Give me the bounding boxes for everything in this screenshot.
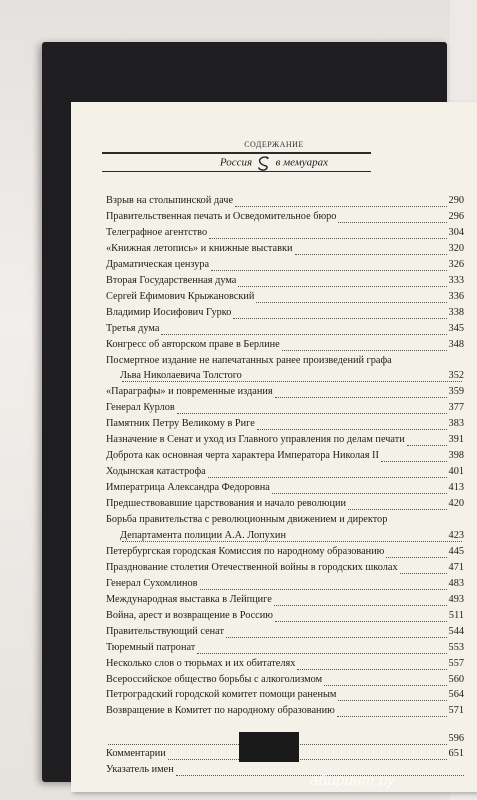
toc-entry-page: 398 [448,450,464,462]
toc-entry-page: 333 [448,274,464,286]
toc-entry [106,498,474,513]
toc-entry [106,211,474,226]
toc-entry-page: 338 [448,306,464,318]
toc-entry-page: 352 [448,370,464,382]
toc-entry-title: Третья дума [106,322,160,334]
toc-entry-continuation [106,530,474,545]
toc-entry-title: Правительственная печать и Осведомительное бюро [106,210,337,222]
toc-entry-title: Генерал Сухомлинов [106,577,198,589]
toc-entry-title: Генерал Курлов [106,402,175,414]
toc-entry [106,705,474,720]
toc-entry-title: Телеграфное агентство [106,226,208,238]
toc-entry [106,434,474,449]
book-page [71,102,477,792]
toc-entry-page: 320 [448,242,464,254]
toc-leader [257,429,447,430]
toc-entry [106,562,474,577]
toc-entry-title: Правительствующий сенат [106,625,224,637]
toc-leader [226,637,447,638]
toc-entry [106,594,474,609]
bookmark-tab [239,732,299,762]
toc-entry-title: Война, арест и возвращение в Россию [106,609,273,621]
toc-entry [106,418,474,433]
toc-entry-page: 296 [448,210,464,222]
toc-entry-title-continued: Департамента полиции А.А. Лопухин [120,529,286,541]
toc-entry-title: Памятник Петру Великому в Риге [106,418,255,430]
toc-entry-page: 304 [448,226,464,238]
toc-entry [106,674,474,689]
toc-entry-page: 471 [448,561,464,573]
toc-entry [106,689,474,704]
toc-entry-title: Петроградский городской комитет помощи раненым [106,689,337,701]
toc-entry [106,291,474,306]
toc-entry-title: Вторая Государственная дума [106,274,237,286]
toc-leader [274,605,447,606]
toc-leader [197,653,446,654]
toc-leader [400,573,447,574]
toc-leader [338,222,446,223]
toc-entry [106,642,474,657]
toc-leader [381,461,447,462]
toc-entry-title: Несколько слов о тюрьмах и их обитателях [106,657,296,669]
toc-entry-title: Предшествовавшие царствования и начало революции [106,498,346,510]
toc-leader [122,381,462,382]
toc-entry [106,227,474,242]
toc-entry-page: 383 [448,418,464,430]
toc-entry [106,386,474,401]
toc-leader [282,350,447,351]
toc-entry [106,626,474,641]
toc-entry-page: 377 [448,402,464,414]
toc-leader [324,685,446,686]
watermark-text: абиринт.ру [310,772,395,789]
toc-entry-title: Конгресс об авторском праве в Берлине [106,338,280,350]
toc-entry-title: Посмертное издание не напечатанных ранее произведений графа [106,354,392,366]
toc-entry-page: 564 [448,689,464,701]
toc-entry-page: 596 [448,732,464,744]
toc-entry-title: Доброта как основная черта характера Императора Николая II [106,450,379,462]
toc-entry-title: Борьба правительства с революционным движением и директор [106,514,388,525]
toc-entry-page: 511 [448,609,464,621]
toc-entry-title: Указатель имен [106,764,174,776]
toc-entry-title: Петербургская городская Комиссия по народному образованию [106,545,385,557]
toc-entry [106,402,474,417]
toc-entry [106,658,474,673]
toc-entry-page: 557 [448,657,464,669]
toc-entry-page: 423 [448,529,464,541]
toc-entry-page: 401 [448,466,464,478]
toc-entry-page: 326 [448,258,464,270]
toc-entry [106,195,474,210]
toc-entry-title: Тюремный патронат [106,641,196,653]
toc-entry [106,578,474,593]
toc-leader [275,621,447,622]
toc-leader [407,445,447,446]
header-rule-bottom [102,171,371,172]
toc-leader [122,541,462,542]
toc-leader [209,238,446,239]
toc-entry-page: 493 [448,593,464,605]
toc-entry [106,243,474,258]
toc-leader [211,270,446,271]
toc-entry-page: 413 [448,482,464,494]
series-logo-icon [255,154,273,172]
toc-entry [106,466,474,481]
toc-entry [106,259,474,274]
toc-entry-title: Возвращение в Комитет по народному образованию [106,705,335,717]
toc-entry-title: Драматическая цензура [106,258,210,270]
toc-leader [256,302,446,303]
toc-entry-title: Ходынская катастрофа [106,466,206,478]
toc-entry [106,514,474,529]
toc-entry [106,610,474,625]
toc-entry-page: 420 [448,498,464,510]
toc-entry [106,275,474,290]
toc-entry [106,450,474,465]
book-cover [42,42,464,782]
toc-entry-page: 445 [448,545,464,557]
toc-leader [297,669,446,670]
toc-entry-page: 345 [448,322,464,334]
toc-leader [386,557,446,558]
toc-entry-page: 571 [448,705,464,717]
toc-entry-continuation [106,370,474,385]
toc-leader [235,206,446,207]
toc-entry-title: «Параграфы» и повременные издания [106,386,273,398]
toc-entry-title: Владимир Иосифович Гурко [106,306,232,318]
toc-entry-page: 359 [448,386,464,398]
toc-entry-page: 560 [448,673,464,685]
page-header [71,102,477,182]
toc-entry-page: 348 [448,338,464,350]
toc-leader [275,397,447,398]
toc-entry-page: 336 [448,290,464,302]
toc-entry-title-continued: Льва Николаевича Толстого [120,370,242,382]
series-title-left: Россия [219,156,253,169]
toc-entry-title: «Книжная летопись» и книжные выставки [106,242,293,254]
toc-leader [348,509,447,510]
toc-entry-page: 391 [448,434,464,446]
toc-leader [200,589,447,590]
toc-leader [238,286,446,287]
toc-entry-page: 483 [448,577,464,589]
toc-entry-title: Назначение в Сенат и уход из Главного управления по делам печати [106,434,405,446]
toc-entry-title: Празднование столетия Отечественной войны в городских школах [106,561,398,573]
toc-entry-title: Взрыв на столыпинской даче [106,195,234,206]
toc-leader [233,318,446,319]
series-title [71,154,477,172]
toc-entry [106,355,474,370]
toc-tail-entry [106,764,474,779]
toc-entry-title: Сергей Ефимович Крыжановский [106,290,255,302]
series-title-right: в мемуарах [275,156,329,169]
toc-leader [208,477,447,478]
toc-entry [106,307,474,322]
toc-leader [295,254,447,255]
toc-leader [161,334,446,335]
toc-entry [106,546,474,561]
toc-entry-title: Императрица Александра Федоровна [106,482,270,494]
toc-entry-page: 651 [448,748,464,760]
toc-leader [177,413,447,414]
toc-entry [106,323,474,338]
toc-leader [338,700,446,701]
toc-leader [337,716,447,717]
toc-entry-title: Международная выставка в Лейпциге [106,593,272,605]
toc-entry-title: Всероссийское общество борьбы с алкоголизмом [106,673,323,685]
toc-entry [106,482,474,497]
toc-entry-page: 553 [448,641,464,653]
toc-entry-page: 544 [448,625,464,637]
toc-entry-title: Комментарии [106,748,166,760]
toc-entry-page: 290 [448,195,464,206]
toc-entry [106,339,474,354]
section-title: СОДЕРЖАНИЕ [244,140,304,149]
toc-leader [272,493,447,494]
toc-leader [168,759,447,760]
